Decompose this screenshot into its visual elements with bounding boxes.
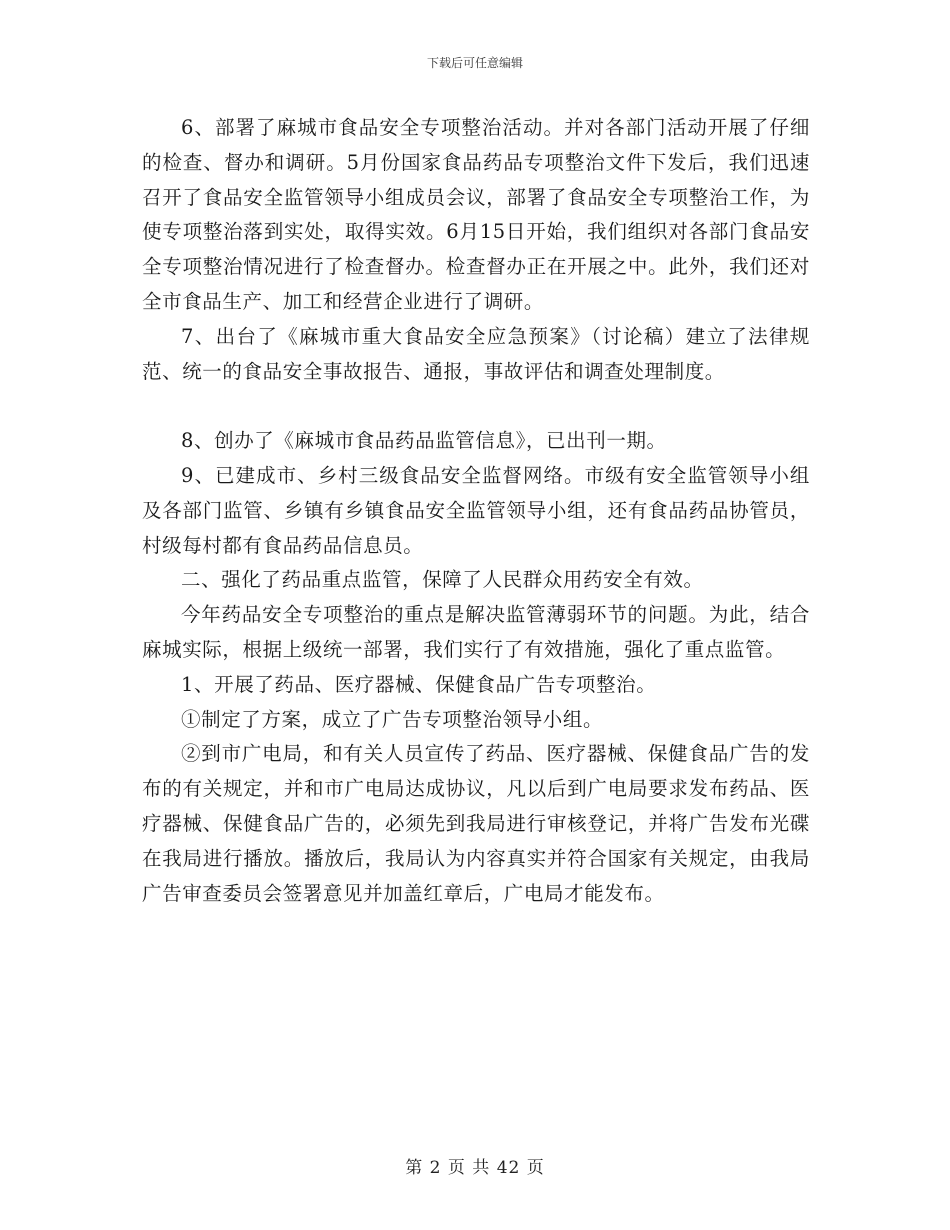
page-footer: 第 2 页 共 42 页 (405, 1158, 545, 1178)
paragraph-subitem-1: 1、开展了药品、医疗器械、保健食品广告专项整治。 (181, 672, 657, 696)
page-header: 下载后可任意编辑 (426, 56, 523, 70)
paragraph-item-9: 9、已建成市、乡村三级食品安全监督网络。市级有安全监管领导小组及各部门监管、乡镇有乡镇食品安全监管领导小组，还有食品药品协管员，村级每村都有食品药品信息员。 (142, 463, 810, 557)
paragraph-item-7: 7、出台了《麻城市重大食品安全应急预案》（讨论稿）建立了法律规范、统一的食品安全事故报告、通报，事故评估和调查处理制度。 (142, 324, 810, 383)
paragraph-item-6: 6、部署了麻城市食品安全专项整治活动。并对各部门活动开展了仔细的检查、督办和调研。5月份国家食品药品专项整治文件下发后，我们迅速召开了食品安全监管领导小组成员会议，部署了食品安全专项整治工作，为使专项整治落到实处，取得实效。6月15日开始，我们组织对各部门食品安全专项整治情况进行了检查督办。检查督办正在开展之中。此外，我们还对全市食品生产、加工和经营企业进行了调研。 (142, 116, 810, 313)
paragraph-section-intro: 今年药品安全专项整治的重点是解决监管薄弱环节的问题。为此，结合麻城实际，根据上级统一部署，我们实行了有效措施，强化了重点监管。 (142, 603, 810, 661)
paragraph-circled-1: ①制定了方案，成立了广告专项整治领导小组。 (181, 707, 604, 731)
document-body (142, 111, 810, 911)
section-heading-2: 二、强化了药品重点监管，保障了人民群众用药安全有效。 (181, 568, 704, 592)
paragraph-item-8: 8、创办了《麻城市食品药品监管信息》，已出刊一期。 (181, 429, 667, 453)
paragraph-circled-2: ②到市广电局，和有关人员宣传了药品、医疗器械、保健食品广告的发布的有关规定，并和市广电局达成协议，凡以后到广电局要求发布药品、医疗器械、保健食品广告的，必须先到我局进行审核登记，并将广告发布光碟在我局进行播放。播放后，我局认为内容真实并符合国家有关规定，由我局广告审查委员会签署意见并加盖红章后，广电局才能发布。 (142, 742, 810, 905)
